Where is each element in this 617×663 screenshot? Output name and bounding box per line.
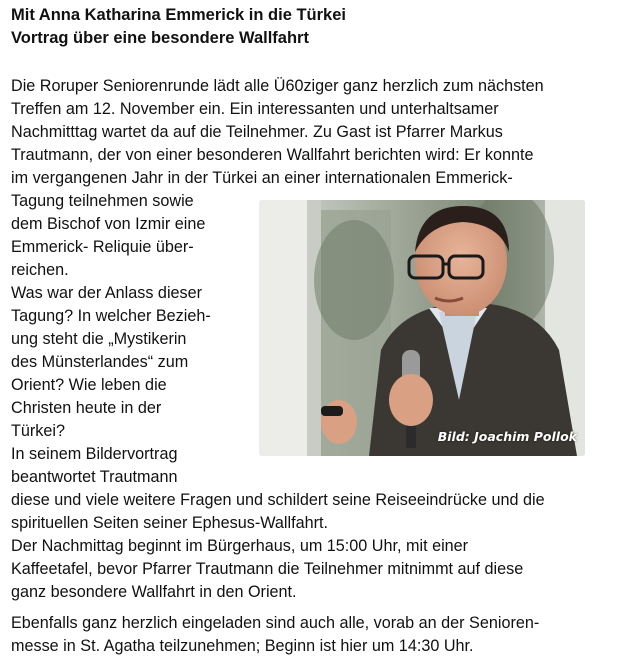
body-line: Der Nachmittag beginnt im Bürgerhaus, um 15:00 Uhr, mit einer <box>11 537 469 555</box>
body-line: Tagung? In welcher Bezieh- <box>11 307 211 325</box>
body-line: Türkei? <box>11 422 65 440</box>
closing-line: Ebenfalls ganz herzlich eingeladen sind auch alle, vorab an der Senioren- <box>11 614 540 632</box>
speaker-photo-illustration <box>259 200 585 456</box>
body-line: beantwortet Trautmann <box>11 468 178 486</box>
body-line: In seinem Bildervortrag <box>11 445 178 463</box>
body-line: Trautmann, der von einer besonderen Wallfahrt berichten wird: Er konnte <box>11 146 534 164</box>
body-line: Emmerick- Reliquie über- <box>11 238 194 256</box>
body-line: reichen. <box>11 261 69 279</box>
body-line: im vergangenen Jahr in der Türkei an einer internationalen Emmerick- <box>11 169 513 187</box>
closing-line: messe in St. Agatha teilzunehmen; Beginn ist hier um 14:30 Uhr. <box>11 637 474 655</box>
body-line: Was war der Anlass dieser <box>11 284 203 302</box>
body-line: Die Roruper Seniorenrunde lädt alle Ü60ziger ganz herzlich zum nächsten <box>11 77 544 95</box>
body-line: ganz besondere Wallfahrt in den Orient. <box>11 583 297 601</box>
body-line: dem Bischof von Izmir eine <box>11 215 206 233</box>
body-line: diese und viele weitere Fragen und schildert seine Reiseeindrücke und die <box>11 491 545 509</box>
body-line: ung steht die „Mystikerin <box>11 330 187 348</box>
article-subtitle: Vortrag über eine besondere Wallfahrt <box>11 29 309 47</box>
body-line: Treffen am 12. November ein. Ein interessanten und unterhaltsamer <box>11 100 499 118</box>
photo-caption: Bild: Joachim Pollok <box>437 429 577 444</box>
body-line: Kaffeetafel, bevor Pfarrer Trautmann die Teilnehmer mitnimmt auf diese <box>11 560 524 578</box>
body-line: Orient? Wie leben die <box>11 376 167 394</box>
article-title: Mit Anna Katharina Emmerick in die Türkei <box>11 6 346 24</box>
speaker-photo <box>259 200 585 456</box>
body-line: Nachmitttag wartet da auf die Teilnehmer. Zu Gast ist Pfarrer Markus <box>11 123 503 141</box>
body-line: Christen heute in der <box>11 399 162 417</box>
body-line: des Münsterlandes“ zum <box>11 353 189 371</box>
body-line: Tagung teilnehmen sowie <box>11 192 194 210</box>
body-line: spirituellen Seiten seiner Ephesus-Wallfahrt. <box>11 514 329 532</box>
